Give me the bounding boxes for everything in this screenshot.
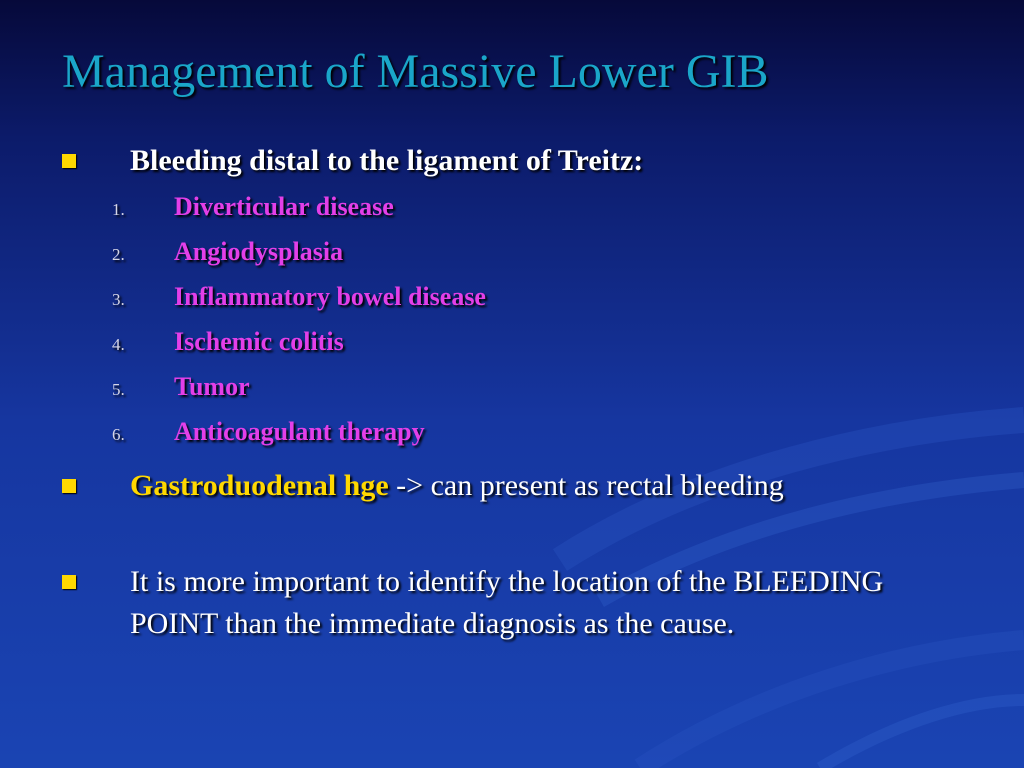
list-number: 1.	[112, 200, 125, 219]
list-item	[112, 372, 250, 402]
list-item	[112, 192, 394, 222]
list-text: Tumor	[174, 372, 250, 401]
bullet-item-ligament	[62, 140, 950, 182]
list-number: 5.	[112, 380, 125, 399]
list-text: Inflammatory bowel disease	[174, 282, 486, 311]
bullet-item-gastroduodenal	[62, 465, 950, 507]
bullet-text	[130, 465, 950, 507]
list-number: 4.	[112, 335, 125, 354]
list-number: 2.	[112, 245, 125, 264]
bullet-text: Bleeding distal to the ligament of Treitz:	[130, 144, 644, 177]
list-item	[112, 282, 486, 312]
bullet-rest-text: -> can present as rectal bleeding	[388, 469, 784, 502]
list-text: Diverticular disease	[174, 192, 394, 221]
square-bullet-icon	[62, 479, 76, 493]
list-item	[112, 237, 343, 267]
bullet-item-bleeding-point	[62, 561, 950, 645]
list-item	[112, 417, 425, 447]
list-text: Anticoagulant therapy	[174, 417, 425, 446]
list-number: 3.	[112, 290, 125, 309]
slide-title: Management of Massive Lower GIB	[62, 45, 769, 98]
list-text: Angiodysplasia	[174, 237, 344, 266]
square-bullet-icon	[62, 575, 76, 589]
list-item	[112, 327, 344, 357]
square-bullet-icon	[62, 154, 76, 168]
list-text: Ischemic colitis	[174, 327, 344, 356]
highlight-term: Gastroduodenal hge	[130, 469, 389, 502]
bullet-text: It is more important to identify the location of the BLEEDING POINT than the immediate diagnosis as the cause.	[130, 565, 884, 640]
list-number: 6.	[112, 425, 125, 444]
